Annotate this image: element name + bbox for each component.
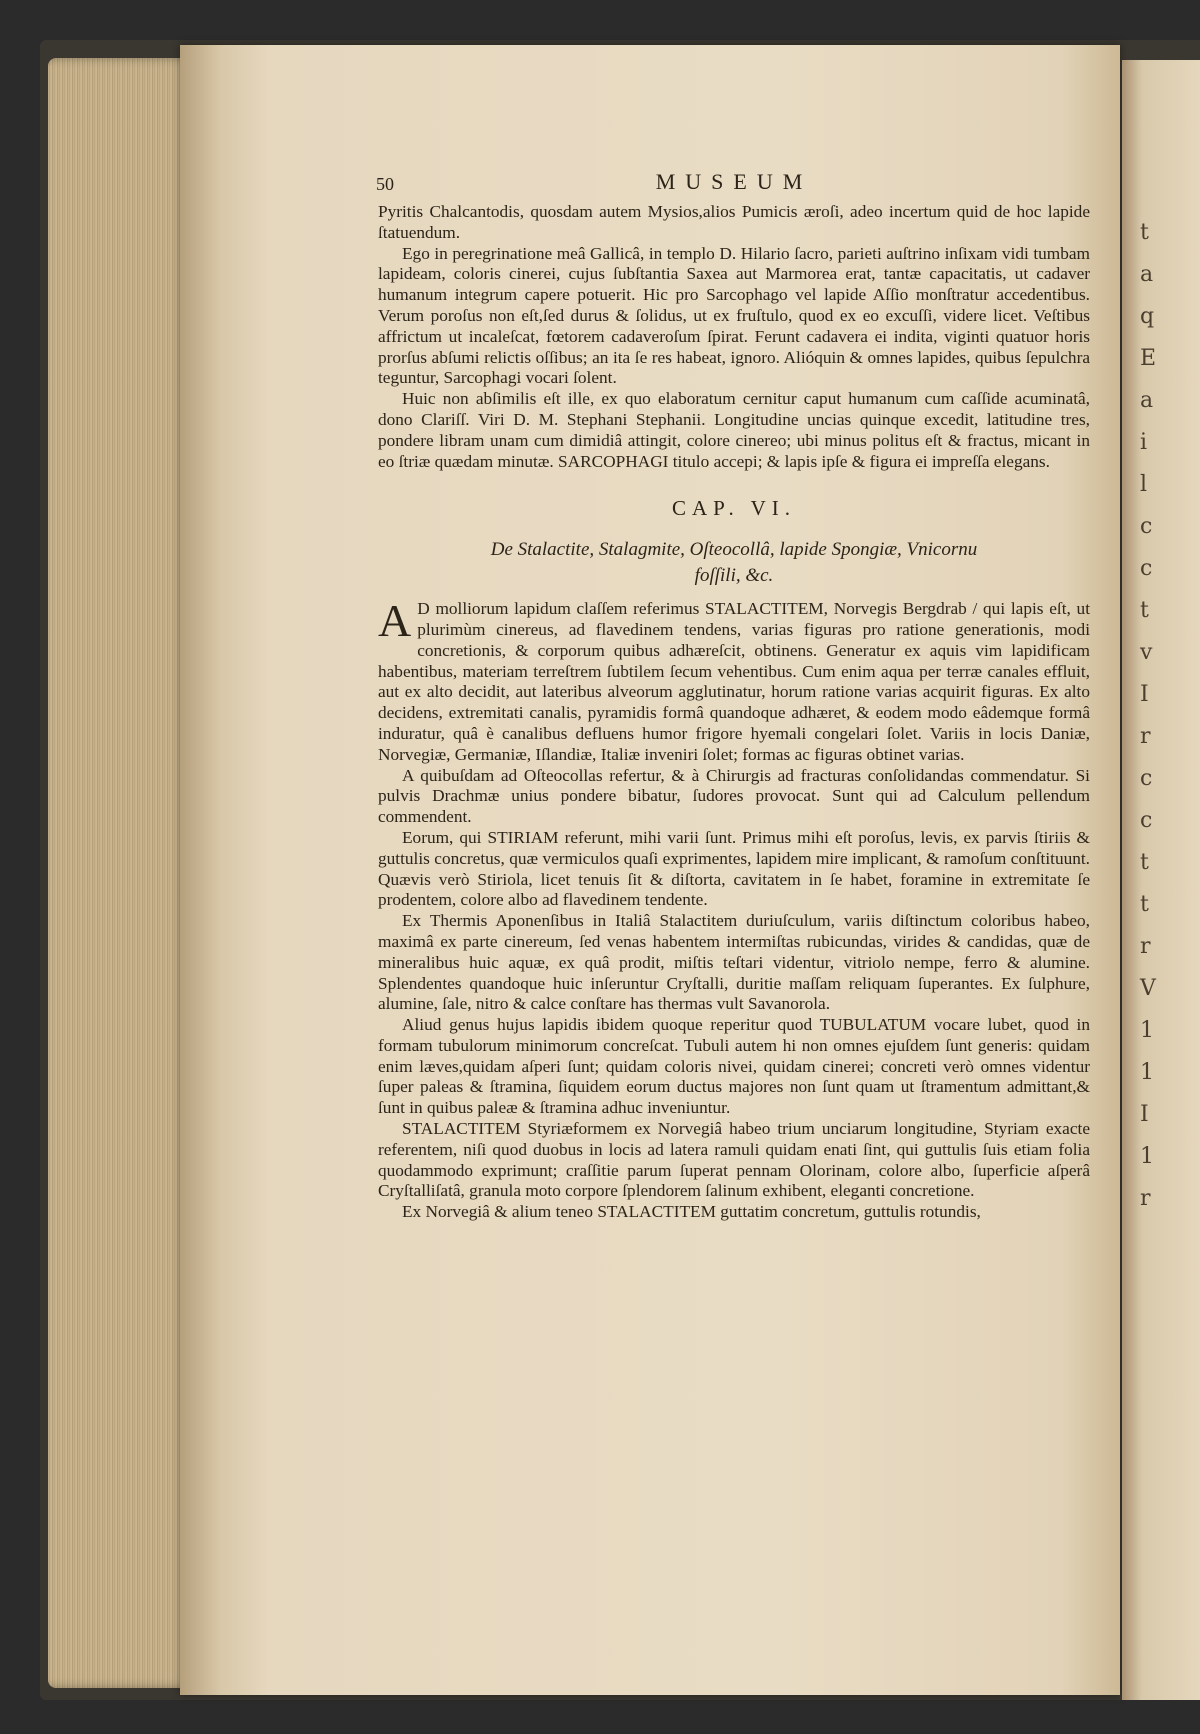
paragraph: Pyritis Chalcantodis, quosdam autem Mysios,alios Pumicis æroſi, adeo incertum quid de hoc lapide ſtatuendum. [378, 202, 1090, 242]
page-text [376, 169, 1090, 1223]
facing-page-letter: 1 [1140, 1144, 1154, 1169]
paragraph-text: D molliorum lapidum claſſem referimus STALACTITEM, Norvegis Bergdrab / qui lapis eſt, ut plurimùm cinereus, ad flavedinem tendens, varias figuras pro ratione generationis, modi concretionis, & corporum quibus adhæreſcit, obtinens. Generatur ex aquis vim lapidificam habentibus, materiam terreſtrem ſubtilem ſecum vehentibus. Cum enim aqua per terræ canales effluit, aut ex alto decidit, aut lateribus alveorum agglutinatur, horum ratione varias acquirit figuras. Ex alto decidens, extremitati canalis, pyramidis formâ quandoque adhæret, & eodem modo eâdemque formâ induratur, quâ è canalibus defluens humor frigore hyemali congelari ſolet. Variis in locis Daniæ, Norvegiæ, Germaniæ, Iſlandiæ, Italiæ inveniri ſolet; formas ac figuras obtinet varias. [378, 599, 1090, 764]
facing-page-letter: l [1140, 472, 1148, 497]
facing-page-letter: t [1140, 892, 1149, 917]
chapter-subtitle [418, 537, 1050, 589]
running-title: MUSEUM [655, 169, 813, 194]
paragraph: Eorum, qui STIRIAM referunt, mihi varii ſunt. Primus mihi eſt poroſus, levis, ex parvis ſtiriis & guttulis concretus, quæ vermiculos quaſi exprimentes, lapidem mire implicant, & ramoſum conſtituunt. Quævis verò Stiriola, licet tenuis ſit & diſtorta, cavitatem in ſe habet, foramine in extremitate ſe prodentem, colore albo ad flavedinem tendente. [378, 827, 1090, 910]
facing-page-letter: r [1140, 1186, 1151, 1211]
facing-page-letter: r [1140, 724, 1151, 749]
facing-page-letter: c [1140, 766, 1153, 791]
facing-page-letter: I [1140, 1102, 1149, 1127]
paragraph: A quibuſdam ad Oſteocollas refertur, & à Chirurgis ad fracturas conſolidandas commendatur. Si pulvis Drachmæ unius pondere bibatur, ſudores provocat. Sunt qui ad Calculum pellendum commendent. [378, 765, 1090, 827]
paragraph: Ex Thermis Aponenſibus in Italiâ Stalactitem duriuſculum, variis diſtinctum coloribus habeo, maximâ ex parte cinereum, ſed venas habentem intermiſtas rubicundas, virides & candidas, quæ de mineralibus huic aquæ, ex quâ prodit, miſtis teſtari videntur, vitriolo nempe, ferro & alumine. Splendentes quandoque huic inſeruntur Cryſtalli, duritie maſſam reliquam ſuperantes. Ex ſulphure, alumine, ſale, nitro & calce conſtare has thermas vult Savanorola. [378, 911, 1090, 1014]
facing-page-edge [1122, 60, 1200, 1700]
paragraph-dropcap [378, 595, 1090, 765]
facing-page-letter: a [1140, 388, 1154, 413]
facing-page-letter: t [1140, 598, 1149, 623]
chapter-subtitle-line: De Stalactite, Stalagmite, Oſteocollâ, lapide Spongiæ, Vnicornu [490, 539, 978, 561]
facing-page-letter: 1 [1140, 1060, 1154, 1085]
paragraph: Aliud genus hujus lapidis ibidem quoque reperitur quod TUBULATUM vocare lubet, quod in formam tubulorum minimorum concreſcat. Tubuli autem hi non omnes ejuſdem ſunt generis: quidam enim læves,quidam aſperi ſunt; quidam coloris nivei, quidam cinerei; concreti verò omnes videntur ſuper paleas & ſtramina, ſiquidem eorum ductus majores non ſunt quam ut ſtramentum admittant,& ſunt in quibus paleæ & ſtramina adhuc inveniuntur. [378, 1015, 1090, 1118]
facing-page-letter: t [1140, 220, 1149, 245]
facing-page-letter: V [1140, 976, 1156, 1001]
page-edges [48, 58, 196, 1688]
paragraph: Huic non abſimilis eſt ille, ex quo elaboratum cernitur caput humanum cum caſſide acuminatâ, dono Clariſſ. Viri D. M. Stephani Stephanii. Longitudine uncias quinque excedit, latitudine tres, pondere libram unam cum dimidiâ attingit, colore cinereo; ubi minus politus eſt & fractus, micant in eo ſtriæ quædam minutæ. SARCOPHAGI titulo accepi; & lapis ipſe & figura ei impreſſa elegans. [378, 389, 1090, 471]
facing-page-letter: t [1140, 850, 1149, 875]
facing-page-letter: I [1140, 682, 1149, 707]
facing-page-letter: a [1140, 262, 1154, 287]
facing-page-letter: q [1140, 304, 1155, 329]
facing-page-letter: c [1140, 514, 1153, 539]
running-header [376, 169, 1090, 202]
chapter-heading: CAP. VI. [671, 496, 797, 521]
page-number: 50 [376, 174, 394, 194]
paragraph: Ego in peregrinatione meâ Gallicâ, in templo D. Hilario ſacro, parieti auſtrino inſixam vidi tumbam lapideam, coloris cinerei, cujus ſubſtantia Saxea aut Marmorea erat, tantæ capacitatis, ut cadaver humanum integrum capere potuerit. Hic pro Sarcophago vel lapide Aſſio monſtratur accedentibus. Verum poroſus non eſt,ſed durus & ſolidus, ut ex fruſtulo, quod ex eo excuſſi, videre licet. Veſtibus affrictum ut incaleſcat, fœtorem cadaveroſum ſpirat. Ferunt cadavera ei indita, viginti quatuor horis prorſus abſumi relictis oſſibus; an ita ſe res habeat, ignoro. Alióquin & omnes lapides, quibus ſepulchra teguntur, Sarcophagi vocari ſolent. [378, 243, 1090, 388]
facing-page-letter: i [1140, 430, 1148, 455]
facing-page-letter: c [1140, 556, 1153, 581]
paragraph: STALACTITEM Styriæformem ex Norvegiâ habeo trium unciarum longitudine, Styriam exacte referentem, niſi quod duobus in locis ad latera ramuli quidam enati ſint, qui guttulis ſuis etiam folia quodammodo exprimunt; craſſitie parum ſuperat pennam Olorinam, colore albo, ſuperficie aſperâ Cryſtalliſatâ, granula moto corpore ſplendorem ſalinum exhibent, eleganti concretione. [378, 1119, 1090, 1201]
facing-page-letter: c [1140, 808, 1153, 833]
facing-page-letter: E [1140, 346, 1157, 371]
paragraph: Ex Norvegiâ & alium teneo STALACTITEM guttatim concretum, guttulis rotundis, [402, 1202, 981, 1222]
facing-page-letter: r [1140, 934, 1151, 959]
dropcap-letter: A [378, 595, 412, 647]
chapter-subtitle-line: foſſili, &c. [694, 565, 774, 587]
facing-page-letter: v [1140, 640, 1153, 665]
facing-page-letter: 1 [1140, 1018, 1154, 1043]
